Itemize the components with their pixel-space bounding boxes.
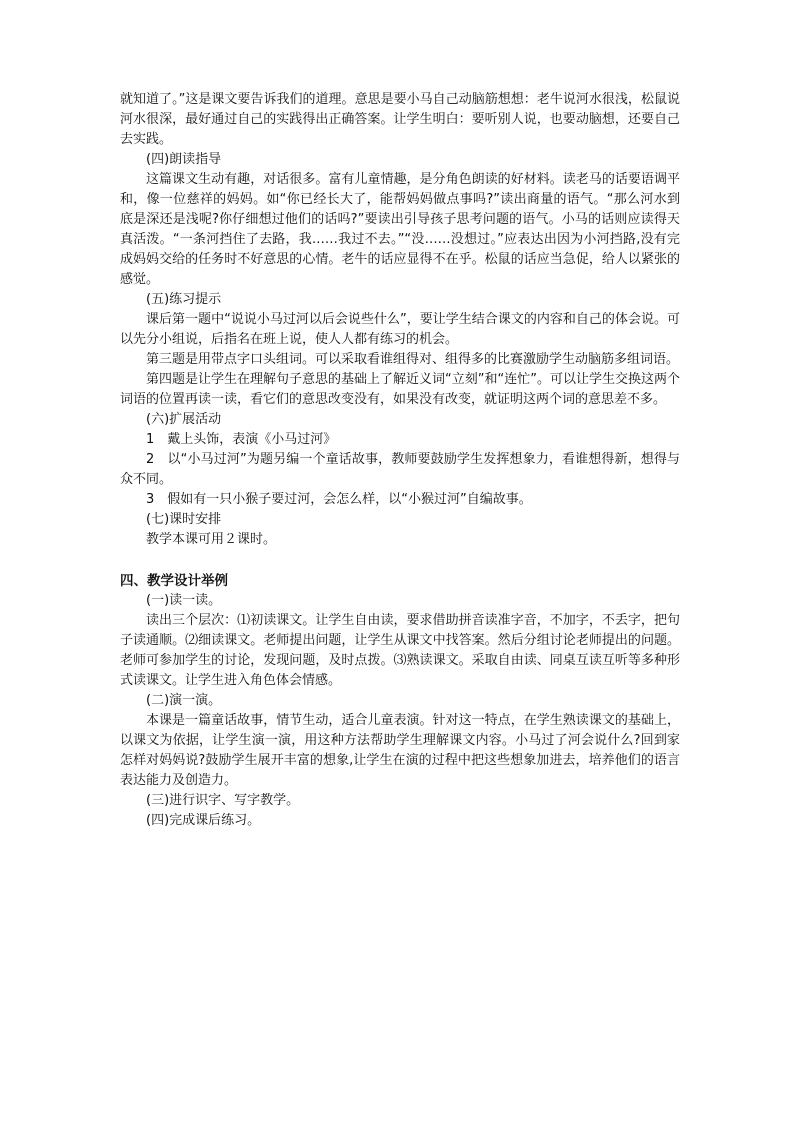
paragraph: 这篇课文生动有趣，对话很多。富有儿童情趣，是分角色朗读的好材料。读老马的话要语调平和，像一位慈祥的妈妈。如“你已经长大了，能帮妈妈做点事吗?”读出商量的语气。“那么河水到底是深还是浅呢?你仔细想过他们的话吗?”要读出引导孩子思考问题的语气。小马的话则应读得天真活泼。“一条河挡住了去路，我……我过不去。”“没……没想过。”应表达出因为小河挡路,没有完成妈妈交给的任务时不好意思的心情。老牛的话应显得不在乎。松鼠的话应当急促，给人以紧张的感觉。 — [120, 172, 680, 287]
paragraph: 读出三个层次：⑴初读课文。让学生自由读，要求借助拼音读准字音，不加字，不丢字，把句子读通顺。⑵细读课文。老师提出问题，让学生从课文中找答案。然后分组讨论老师提出的问题。老师可参加学生的讨论，发现问题，及时点拨。⑶熟读课文。采取自由读、同桌互读互听等多种形式读课文。让学生进入角色体会情感。 — [120, 613, 680, 688]
subheading-act: (二)演一演。 — [146, 693, 222, 708]
paragraph: 第四题是让学生在理解句子意思的基础上了解近义词“立刻”和“连忙”。可以让学生交换这两个词语的位置再读一读，看它们的意思改变没有，如果没有改变，就证明这两个词的意思差不多。 — [120, 372, 680, 407]
subheading-schedule: (七)课时安排 — [146, 512, 222, 527]
paragraph: 本课是一篇童话故事，情节生动，适合儿童表演。针对这一特点，在学生熟读课文的基础上，以课文为依据，让学生演一演，用这种方法帮助学生理解课文内容。小马过了河会说什么?回到家怎样对妈妈说?鼓励学生展开丰富的想象,让学生在演的过程中把这些想象加进去，培养他们的语言表达能力及创造力。 — [120, 713, 680, 788]
subheading-exercises: (四)完成课后练习。 — [146, 813, 261, 828]
list-item: 3 假如有一只小猴子要过河，会怎么样，以“小猴过河”自编故事。 — [146, 492, 532, 507]
subheading-reading-guide: (四)朗读指导 — [146, 152, 222, 167]
paragraph: 课后第一题中“说说小马过河以后会说些什么”，要让学生结合课文的内容和自己的体会说。可以先分小组说，后指名在班上说，使人人都有练习的机会。 — [120, 312, 680, 347]
paragraph: 第三题是用带点字口头组词。可以采取看谁组得对、组得多的比赛激励学生动脑筋多组词语。 — [146, 352, 680, 367]
subheading-exercise-tips: (五)练习提示 — [146, 292, 222, 307]
list-item: 2 以“小马过河”为题另编一个童话故事，教师要鼓励学生发挥想象力，看谁想得新，想得与众不同。 — [120, 452, 680, 487]
subheading-literacy: (三)进行识字、写字教学。 — [146, 793, 300, 808]
paragraph: 就知道了。”这是课文要告诉我们的道理。意思是要小马自己动脑筋想想：老牛说河水很浅，松鼠说河水很深，最好通过自己的实践得出正确答案。让学生明白：要听别人说，也要动脑想，还要自己去实践。 — [120, 92, 680, 147]
list-item: 1 戴上头饰，表演《小马过河》 — [146, 432, 337, 447]
paragraph: 教学本课可用２课时。 — [146, 532, 277, 547]
subheading-read: (一)读一读。 — [146, 593, 222, 608]
subheading-extension-activities: (六)扩展活动 — [146, 412, 222, 427]
document-page — [120, 90, 680, 831]
section-title: 四、教学设计举例 — [120, 573, 228, 589]
